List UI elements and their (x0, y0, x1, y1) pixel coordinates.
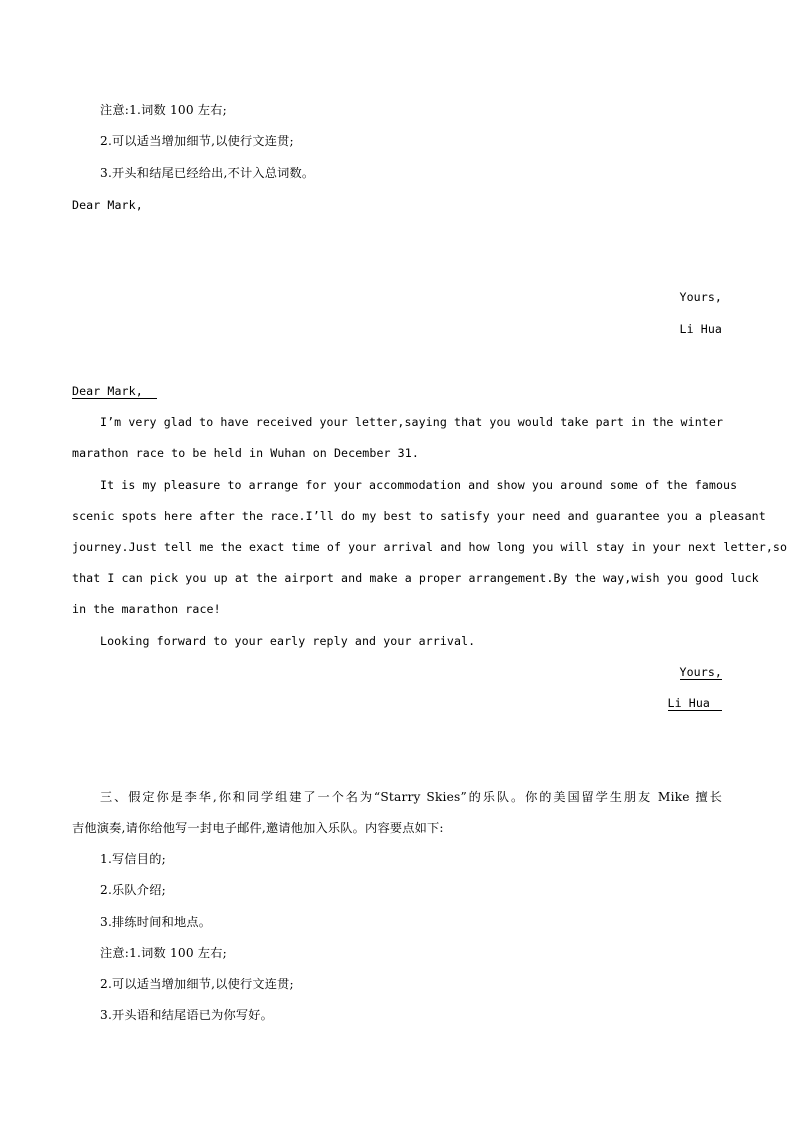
note-add-details: 2.可以适当增加细节,以使行文连贯; (100, 134, 294, 148)
task3-point3: 3.排练时间和地点。 (100, 915, 212, 929)
template-greeting: Dear Mark, (72, 198, 143, 212)
sample-p2-line5: in the marathon race! (72, 602, 221, 616)
task3-point1: 1.写信目的; (100, 852, 166, 866)
sample-p2-line2: scenic spots here after the race.I’ll do my best to satisfy your need and guarantee you a pleasant (72, 509, 766, 523)
sample-signature (668, 695, 722, 711)
sample-p1-line1: I’m very glad to have received your letter,saying that you would take part in the winter (100, 415, 724, 429)
task3-prompt-line2: 吉他演奏,请你给他写一封电子邮件,邀请他加入乐队。内容要点如下: (72, 821, 444, 835)
task3-note2: 2.可以适当增加细节,以使行文连贯; (100, 977, 294, 991)
sample-p1-line2: marathon race to be held in Wuhan on December 31. (72, 446, 419, 460)
note-word-count: 注意:1.词数 100 左右; (100, 103, 227, 117)
sample-p2-line3: journey.Just tell me the exact time of your arrival and how long you will stay in your next letter,so (72, 540, 788, 554)
template-signature: Li Hua (679, 322, 722, 336)
sample-closing (680, 664, 722, 680)
sample-signature-text: Li Hua (668, 696, 722, 711)
task3-prompt-line1: 三、假定你是李华,你和同学组建了一个名为“Starry Skies”的乐队。你的美国留学生朋友 Mike 擅长 (100, 790, 722, 804)
task3-point2: 2.乐队介绍; (100, 883, 166, 897)
sample-p2-line1: It is my pleasure to arrange for your accommodation and show you around some of the famous (100, 478, 738, 492)
task3-note1: 注意:1.词数 100 左右; (100, 946, 227, 960)
sample-greeting (72, 383, 157, 399)
sample-greeting-text: Dear Mark, (72, 384, 157, 399)
sample-closing-text: Yours, (679, 665, 722, 679)
sample-p2-line4: that I can pick you up at the airport and make a proper arrangement.By the way,wish you good luck (72, 571, 759, 585)
task3-note3: 3.开头语和结尾语已为你写好。 (100, 1008, 274, 1022)
note-opening-closing: 3.开头和结尾已经给出,不计入总词数。 (100, 166, 315, 180)
sample-p3-line1: Looking forward to your early reply and your arrival. (100, 634, 476, 648)
template-closing: Yours, (679, 290, 722, 304)
